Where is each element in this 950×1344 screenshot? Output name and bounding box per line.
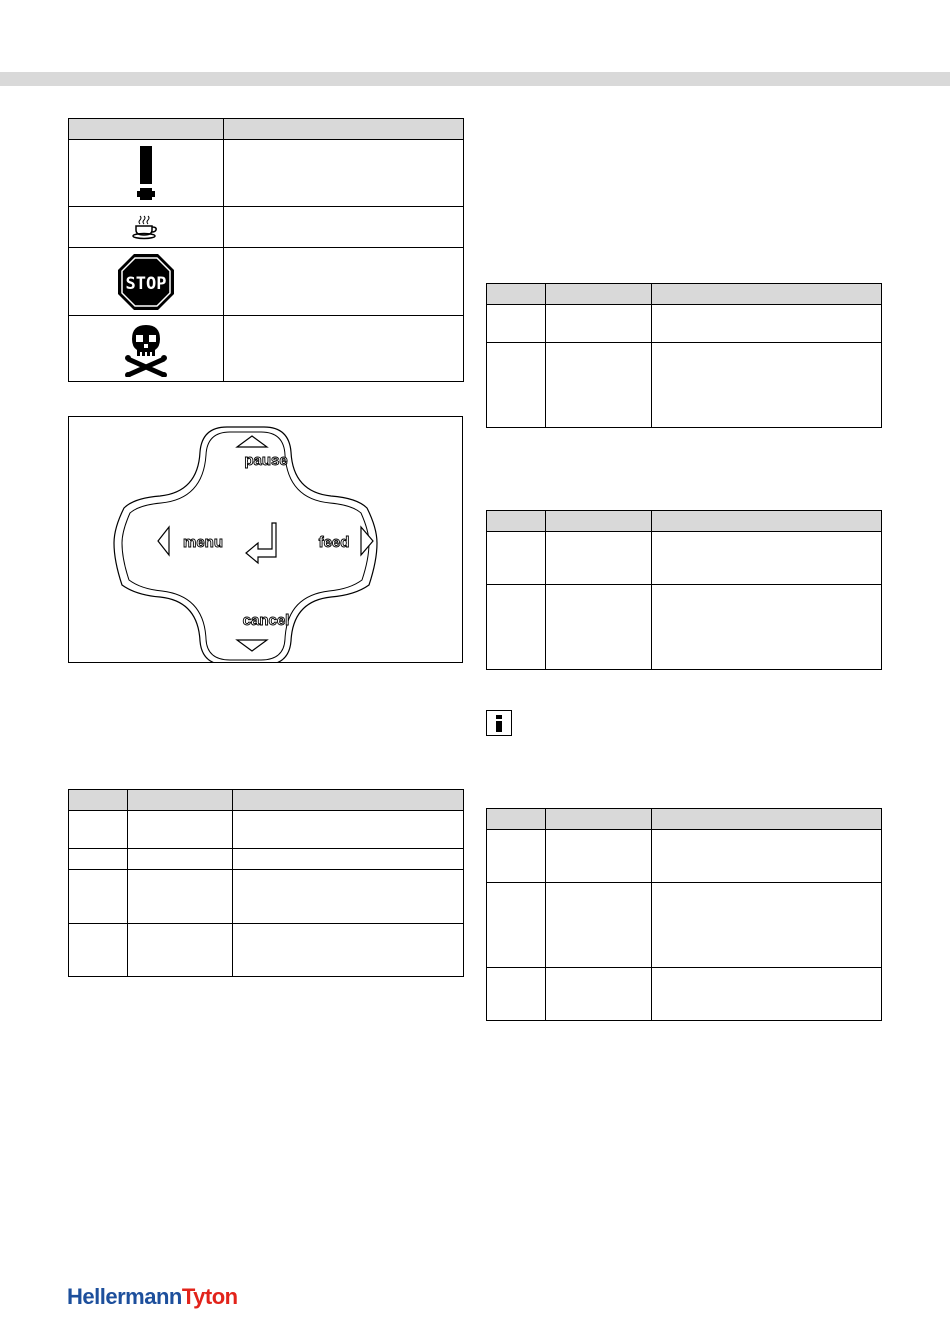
table-row	[69, 811, 464, 849]
table-row	[487, 830, 882, 883]
table-header-row	[69, 790, 464, 811]
table-row	[487, 305, 882, 343]
table-row	[487, 968, 882, 1021]
table-row	[487, 343, 882, 428]
table-row	[69, 248, 464, 316]
left-arrow-icon[interactable]	[158, 527, 169, 555]
header-bar	[0, 72, 950, 86]
table-row	[487, 532, 882, 585]
table-row	[69, 849, 464, 870]
table-row	[69, 207, 464, 248]
skull-crossbones-icon	[69, 316, 224, 382]
brand-logo-part1: Hellermann	[67, 1284, 182, 1309]
key-function-table-right-1	[486, 283, 882, 428]
up-arrow-icon[interactable]	[237, 436, 267, 447]
key-function-table-right-3	[486, 808, 882, 1021]
brand-logo	[67, 1284, 238, 1310]
table-row	[69, 140, 464, 207]
table-row	[69, 924, 464, 977]
status-icon-table	[68, 118, 464, 382]
stop-sign-text: STOP	[125, 273, 167, 294]
feed-button[interactable]: feed	[318, 534, 350, 551]
exclamation-icon	[69, 140, 224, 207]
table-header-row	[487, 511, 882, 532]
enter-arrow-icon[interactable]	[246, 523, 276, 563]
table-row	[69, 870, 464, 924]
cancel-button[interactable]: cancel	[242, 612, 290, 629]
brand-logo-part2: Tyton	[181, 1284, 238, 1309]
key-function-table-right-2	[486, 510, 882, 670]
table-row	[69, 316, 464, 382]
menu-button[interactable]: menu	[182, 534, 224, 551]
down-arrow-icon[interactable]	[237, 640, 267, 651]
key-function-table-left	[68, 789, 464, 977]
coffee-cup-icon	[69, 207, 224, 248]
table-header-row	[487, 809, 882, 830]
navigation-pad-figure	[68, 416, 463, 663]
table-header-row	[487, 284, 882, 305]
pause-button[interactable]: pause	[244, 452, 288, 469]
stop-sign-icon	[69, 248, 224, 316]
table-header-row	[69, 119, 464, 140]
info-icon	[486, 710, 512, 736]
table-row	[487, 883, 882, 968]
table-row	[487, 585, 882, 670]
